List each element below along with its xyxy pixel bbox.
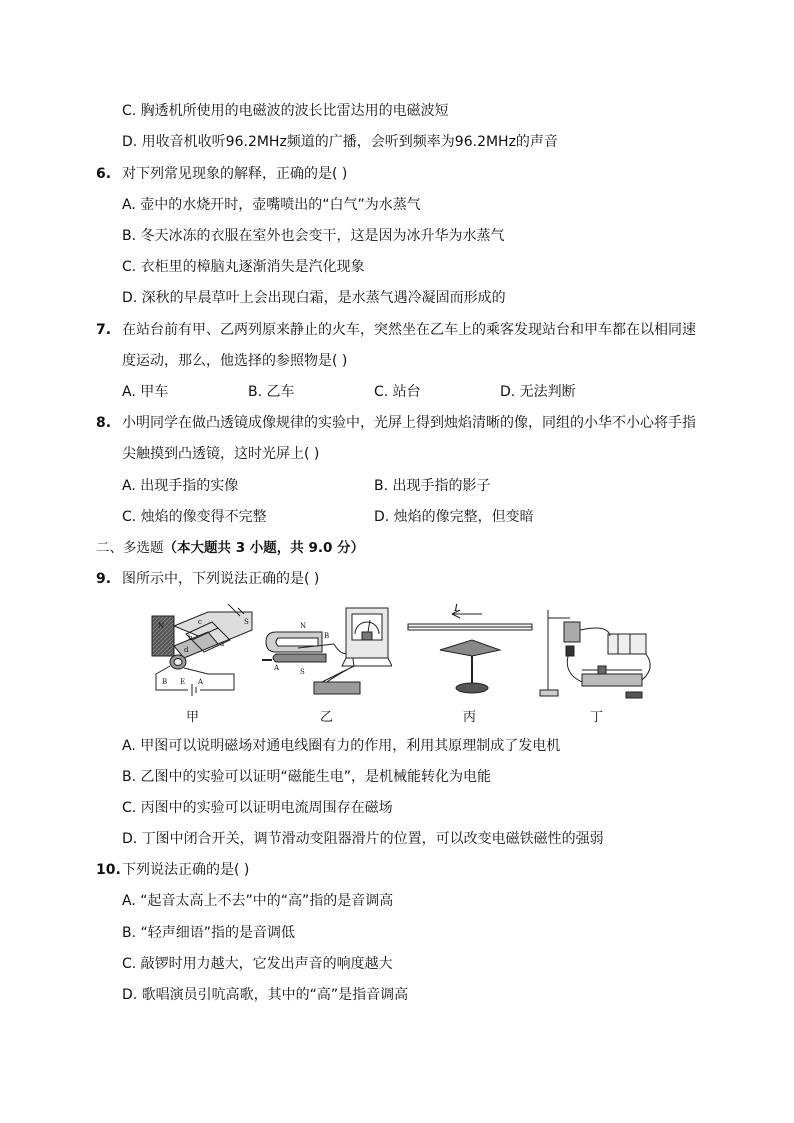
q8-option-d: D. 烛焰的像完整，但变暗 xyxy=(374,509,534,525)
q10-option-a: A. “起音太高上不去”中的“高”指的是音调高 xyxy=(122,893,394,909)
fig-yi-a-label: A xyxy=(274,664,280,672)
fig-jia-b-label: b xyxy=(188,634,193,642)
section-header xyxy=(96,538,364,558)
fig-yi-s-label: S xyxy=(300,668,305,676)
fig-bing-current-label: I xyxy=(454,604,459,614)
q7-stem-line1: 在站台前有甲、乙两列原来静止的火车，突然坐在乙车上的乘客发现站台和甲车都在以相同速 xyxy=(122,322,696,338)
q6-option-d: D. 深秋的早晨草叶上会出现白霜，是水蒸气遇冷凝固而形成的 xyxy=(122,290,506,306)
q7-option-a: A. 甲车 xyxy=(122,384,169,400)
figure-jia xyxy=(148,604,254,704)
fig-jia-e-label: E xyxy=(180,678,186,686)
q10-option-d: D. 歌唱演员引吭高歌，其中的“高”是指音调高 xyxy=(122,987,409,1003)
q10-option-b: B. “轻声细语”指的是音调低 xyxy=(122,925,296,941)
fig-jia-d-label: d xyxy=(184,646,189,654)
q8-option-b: B. 出现手指的影子 xyxy=(374,478,491,494)
figure-label-bing: 丙 xyxy=(463,710,477,725)
fig-jia-n-label: N xyxy=(158,622,165,630)
fig-yi-b-label: B xyxy=(324,632,330,640)
fig-jia-ea-label: A xyxy=(198,678,204,686)
figure-label-yi: 乙 xyxy=(320,710,334,725)
q10-stem: 下列说法正确的是( ) xyxy=(122,862,250,878)
q10-option-c: C. 敲锣时用力越大，它发出声音的响度越大 xyxy=(122,956,393,972)
q10-number: 10. xyxy=(96,862,121,878)
q7-option-b: B. 乙车 xyxy=(248,384,295,400)
fig-jia-bb-label: B xyxy=(162,678,168,686)
q7-number: 7. xyxy=(96,322,112,338)
q5-option-d: D. 用收音机收听96.2MHz频道的广播，会听到频率为96.2MHz的声音 xyxy=(122,134,558,150)
q9-number: 9. xyxy=(96,571,112,587)
section-title: 二、多选题 xyxy=(96,540,164,556)
q6-stem: 对下列常见现象的解释，正确的是( ) xyxy=(122,166,348,182)
q7-option-d: D. 无法判断 xyxy=(500,384,576,400)
figure-ding xyxy=(538,604,658,704)
q7-stem-line2: 度运动，那么，他选择的参照物是( ) xyxy=(122,353,348,369)
q9-option-b: B. 乙图中的实验可以证明“磁能生电”，是机械能转化为电能 xyxy=(122,769,492,785)
q9-option-d: D. 丁图中闭合开关，调节滑动变阻器滑片的位置，可以改变电磁铁磁性的强弱 xyxy=(122,831,604,847)
q8-option-c: C. 烛焰的像变得不完整 xyxy=(122,509,267,525)
q5-option-c: C. 胸透机所使用的电磁波的波长比雷达用的电磁波短 xyxy=(122,103,449,119)
figure-label-ding: 丁 xyxy=(590,710,604,725)
q7-option-c: C. 站台 xyxy=(374,384,421,400)
q8-option-a: A. 出现手指的实像 xyxy=(122,478,239,494)
q9-option-a: A. 甲图可以说明磁场对通电线圈有力的作用，利用其原理制成了发电机 xyxy=(122,738,561,754)
fig-jia-c-label: c xyxy=(198,618,202,626)
fig-yi-n-label: N xyxy=(300,622,307,630)
fig-jia-s-label: S xyxy=(244,618,249,626)
q6-number: 6. xyxy=(96,166,112,182)
figure-bing xyxy=(404,604,536,704)
figure-yi xyxy=(262,604,392,704)
figure-label-jia: 甲 xyxy=(186,710,200,725)
q8-number: 8. xyxy=(96,415,112,431)
section-info: （本大题共 3 小题，共 9.0 分） xyxy=(163,540,365,556)
q9-option-c: C. 丙图中的实验可以证明电流周围存在磁场 xyxy=(122,800,393,816)
q8-stem-line1: 小明同学在做凸透镜成像规律的实验中，光屏上得到烛焰清晰的像，同组的小华不小心将手指 xyxy=(122,415,696,431)
q6-option-c: C. 衣柜里的樟脑丸逐渐消失是汽化现象 xyxy=(122,259,365,275)
q6-option-b: B. 冬天冰冻的衣服在室外也会变干，这是因为冰升华为水蒸气 xyxy=(122,228,505,244)
q8-stem-line2: 尖触摸到凸透镜，这时光屏上( ) xyxy=(122,446,320,462)
q6-option-a: A. 壶中的水烧开时，壶嘴喷出的“白气”为水蒸气 xyxy=(122,197,421,213)
fig-jia-a-label: a xyxy=(220,640,225,648)
q9-stem: 图所示中，下列说法正确的是( ) xyxy=(122,571,320,587)
